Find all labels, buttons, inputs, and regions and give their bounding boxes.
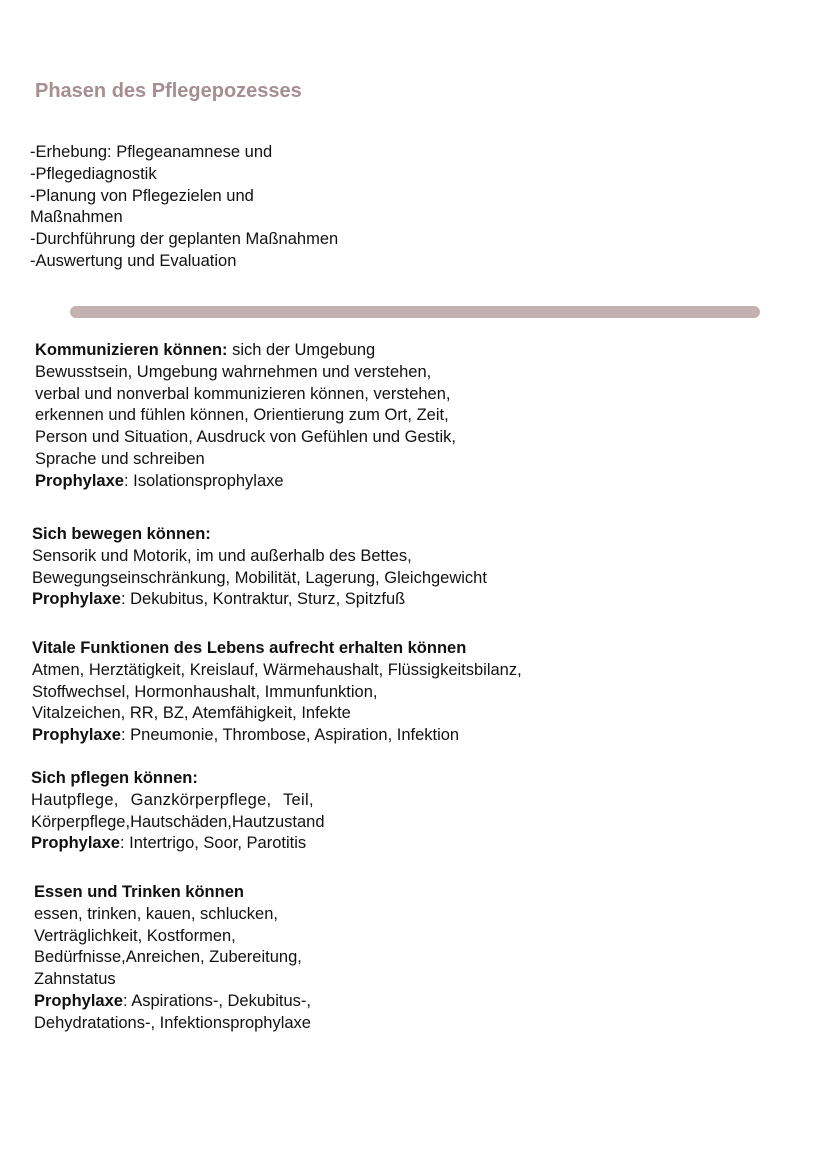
section-pflegen <box>31 768 325 855</box>
section-line: erkennen und fühlen können, Orientierung zum Ort, Zeit, <box>35 406 449 425</box>
phase-item: -Auswertung und Evaluation <box>30 251 237 270</box>
phases-list <box>30 142 338 273</box>
prophylaxe-label: Prophylaxe <box>32 726 121 745</box>
section-line: Vitalzeichen, RR, BZ, Atemfähigkeit, Infekte <box>32 704 351 723</box>
phase-item: -Pflegediagnostik <box>30 164 157 183</box>
section-line: Hautpflege, Ganzkörperpflege, Teil, <box>31 790 314 809</box>
phase-item: -Erhebung: Pflegeanamnese und <box>30 143 273 161</box>
prophylaxe-line <box>32 725 522 747</box>
section-line: Bewegungseinschränkung, Mobilität, Lagerung, Gleichgewicht <box>32 568 487 587</box>
section-line: Bewusstsein, Umgebung wahrnehmen und verstehen, <box>35 362 432 381</box>
section-line: Atmen, Herztätigkeit, Kreislauf, Wärmehaushalt, Flüssigkeitsbilanz, <box>32 660 522 679</box>
prophylaxe-label: Prophylaxe <box>34 991 123 1010</box>
section-first-line <box>35 340 456 362</box>
section-line: Sensorik und Motorik, im und außerhalb des Bettes, <box>32 546 412 565</box>
section-line: Körperpflege,Hautschäden,Hautzustand <box>31 812 325 831</box>
prophylaxe-line <box>32 589 487 611</box>
prophylaxe-label: Prophylaxe <box>31 834 120 853</box>
section-text: sich der Umgebung <box>227 341 376 359</box>
section-heading: Sich bewegen können: <box>32 525 211 543</box>
prophylaxe-text: : Intertrigo, Soor, Parotitis <box>119 834 307 853</box>
prophylaxe-text: : Pneumonie, Thrombose, Aspiration, Infektion <box>120 726 460 745</box>
prophylaxe-text: : Aspirations-, Dekubitus-, <box>122 991 311 1010</box>
prophylaxe-label: Prophylaxe <box>32 590 121 609</box>
section-line: Verträglichkeit, Kostformen, <box>34 926 236 945</box>
section-divider <box>70 306 760 318</box>
section-kommunizieren <box>35 340 456 493</box>
section-line: Zahnstatus <box>34 970 116 989</box>
section-line: Sprache und schreiben <box>35 449 205 468</box>
section-bewegen <box>32 524 487 611</box>
section-vitale-funktionen <box>32 638 522 747</box>
section-line: Dehydratations-, Infektionsprophylaxe <box>34 1013 311 1032</box>
section-heading: Kommunizieren können: <box>35 341 228 359</box>
section-line: essen, trinken, kauen, schlucken, <box>34 904 278 923</box>
phase-item: -Durchführung der geplanten Maßnahmen <box>30 230 339 249</box>
page-title: Phasen des Pflegepozesses <box>35 80 302 102</box>
prophylaxe-line <box>31 833 325 855</box>
section-heading: Vitale Funktionen des Lebens aufrecht erhalten können <box>32 639 467 657</box>
section-heading: Sich pflegen können: <box>31 769 198 787</box>
section-line: verbal und nonverbal kommunizieren können, verstehen, <box>35 384 451 403</box>
phase-item: Maßnahmen <box>30 208 123 227</box>
prophylaxe-label: Prophylaxe <box>35 471 124 490</box>
section-heading: Essen und Trinken können <box>34 883 244 901</box>
prophylaxe-text: : Isolationsprophylaxe <box>123 471 284 490</box>
section-line: Stoffwechsel, Hormonhaushalt, Immunfunktion, <box>32 682 378 701</box>
prophylaxe-text: : Dekubitus, Kontraktur, Sturz, Spitzfuß <box>120 590 406 609</box>
prophylaxe-line <box>35 471 456 493</box>
phase-item: -Planung von Pflegezielen und <box>30 186 254 205</box>
section-essen-trinken <box>34 882 311 1035</box>
prophylaxe-line <box>34 991 311 1013</box>
section-line: Person und Situation, Ausdruck von Gefühlen und Gestik, <box>35 428 457 447</box>
section-line: Bedürfnisse,Anreichen, Zubereitung, <box>34 948 302 967</box>
